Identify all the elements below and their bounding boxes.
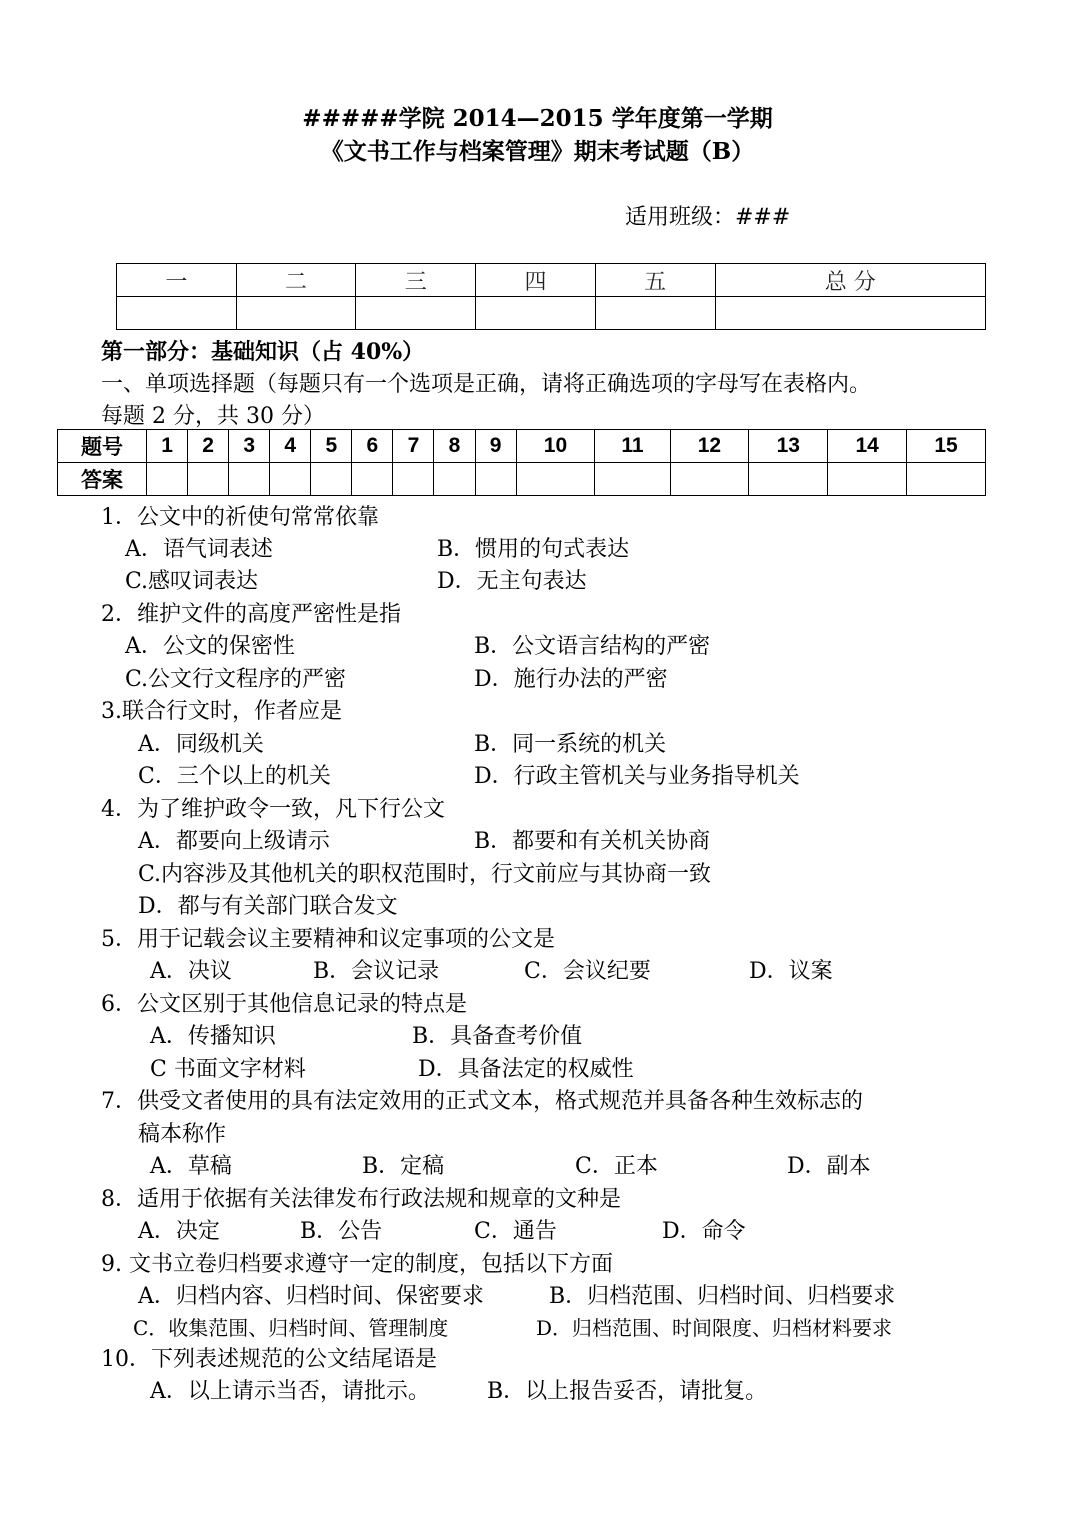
question-number: 4 <box>270 430 311 463</box>
score-header: 一 <box>117 264 237 297</box>
score-cell <box>715 297 985 330</box>
option-d: D．无主句表达 <box>437 569 587 594</box>
exam-title: #####学院 2014—2015 学年度第一学期 <box>302 105 773 132</box>
answer-cell <box>749 463 828 496</box>
question-stem: 10．下列表述规范的公文结尾语是 <box>101 1347 437 1372</box>
option-d: D．命令 <box>662 1219 746 1244</box>
option-a: A．公文的保密性 <box>125 634 295 659</box>
score-header: 四 <box>476 264 596 297</box>
option-c: C.公文行文程序的严密 <box>125 667 347 692</box>
question-number: 1 <box>147 430 188 463</box>
question-number: 12 <box>670 430 749 463</box>
option-b: B．惯用的句式表达 <box>437 537 630 562</box>
question-number: 2 <box>188 430 229 463</box>
answer-cell <box>147 463 188 496</box>
option-d: D．议案 <box>749 959 833 984</box>
answer-cell <box>311 463 352 496</box>
option-a: A．归档内容、归档时间、保密要求 <box>138 1284 484 1309</box>
option-b: B．公告 <box>300 1219 383 1244</box>
option-c: C．正本 <box>575 1154 658 1179</box>
question-number: 14 <box>828 430 907 463</box>
option-a: A．传播知识 <box>150 1024 276 1049</box>
question-stem: 6．公文区别于其他信息记录的特点是 <box>101 992 467 1017</box>
question-stem-cont: 稿本称作 <box>138 1122 227 1147</box>
answer-cell <box>188 463 229 496</box>
option-c: C．通告 <box>474 1219 557 1244</box>
question-stem: 3.联合行文时，作者应是 <box>101 699 342 724</box>
answer-row-label: 题号 <box>58 430 147 463</box>
question-number: 13 <box>749 430 828 463</box>
exam-subtitle: 《文书工作与档案管理》期末考试题（B） <box>320 138 755 165</box>
option-b: B．以上报告妥否，请批复。 <box>487 1379 768 1404</box>
part1-instruction: 一、单项选择题（每题只有一个选项是正确，请将正确选项的字母写在表格内。 <box>101 372 872 397</box>
question-number: 15 <box>907 430 986 463</box>
question-number: 6 <box>352 430 393 463</box>
question-stem: 2．维护文件的高度严密性是指 <box>101 602 401 627</box>
option-c: C．收集范围、归档时间、管理制度 <box>133 1316 449 1340</box>
question-number: 11 <box>595 430 670 463</box>
question-stem: 8．适用于依据有关法律发布行政法规和规章的文种是 <box>101 1187 621 1212</box>
score-header: 三 <box>356 264 476 297</box>
score-cell <box>476 297 596 330</box>
question-number: 10 <box>516 430 595 463</box>
question-stem: 1．公文中的祈使句常常依靠 <box>101 505 379 530</box>
score-cell <box>595 297 715 330</box>
option-b: B．归档范围、归档时间、归档要求 <box>549 1284 896 1309</box>
option-a: A．以上请示当否，请批示。 <box>150 1379 430 1404</box>
answer-cell <box>475 463 516 496</box>
option-b: B．同一系统的机关 <box>474 732 667 757</box>
option-a: A．决定 <box>138 1219 220 1244</box>
option-c: C.感叹词表达 <box>125 569 259 594</box>
score-table <box>116 263 986 330</box>
answer-cell <box>229 463 270 496</box>
option-c: C.内容涉及其他机关的职权范围时，行文前应与其协商一致 <box>138 862 712 887</box>
question-number: 9 <box>475 430 516 463</box>
answer-cell <box>270 463 311 496</box>
answer-cell <box>907 463 986 496</box>
question-number: 5 <box>311 430 352 463</box>
answer-cell <box>352 463 393 496</box>
answer-row-label: 答案 <box>58 463 147 496</box>
part1-heading: 第一部分：基础知识（占 40%） <box>101 339 425 365</box>
question-number: 3 <box>229 430 270 463</box>
answer-cell <box>434 463 475 496</box>
option-b: B．会议记录 <box>313 959 440 984</box>
option-a: A．草稿 <box>150 1154 232 1179</box>
option-c: C．三个以上的机关 <box>138 764 331 789</box>
option-a: A．都要向上级请示 <box>138 829 330 854</box>
part1-instruction-cont: 每题 2 分，共 30 分） <box>101 404 325 429</box>
question-stem: 7．供受文者使用的具有法定效用的正式文本，格式规范并具备各种生效标志的 <box>101 1089 863 1114</box>
option-d: D．具备法定的权威性 <box>418 1057 634 1082</box>
option-d: D．都与有关部门联合发文 <box>138 894 398 919</box>
option-c: C 书面文字材料 <box>150 1057 306 1082</box>
question-number: 8 <box>434 430 475 463</box>
option-d: D．行政主管机关与业务指导机关 <box>474 764 800 789</box>
applicable-class: 适用班级：### <box>625 205 791 230</box>
option-b: B．具备查考价值 <box>412 1024 583 1049</box>
score-cell <box>117 297 237 330</box>
question-stem: 4．为了维护政令一致，凡下行公文 <box>101 797 445 822</box>
option-c: C．会议纪要 <box>524 959 651 984</box>
option-d: D．归档范围、时间限度、归档材料要求 <box>536 1316 893 1340</box>
question-stem: 5．用于记载会议主要精神和议定事项的公文是 <box>101 927 555 952</box>
option-b: B．定稿 <box>362 1154 445 1179</box>
score-cell <box>356 297 476 330</box>
option-d: D．副本 <box>787 1154 871 1179</box>
score-cell <box>236 297 356 330</box>
question-stem: 9. 文书立卷归档要求遵守一定的制度，包括以下方面 <box>101 1252 613 1277</box>
option-b: B．公文语言结构的严密 <box>474 634 711 659</box>
score-header: 五 <box>595 264 715 297</box>
option-a: A．决议 <box>150 959 232 984</box>
question-number: 7 <box>393 430 434 463</box>
answer-cell <box>828 463 907 496</box>
option-d: D．施行办法的严密 <box>474 667 668 692</box>
option-a: A．同级机关 <box>138 732 264 757</box>
answer-table <box>57 429 986 496</box>
answer-cell <box>516 463 595 496</box>
option-a: A．语气词表述 <box>125 537 273 562</box>
answer-cell <box>595 463 670 496</box>
score-header: 总 分 <box>715 264 985 297</box>
answer-cell <box>670 463 749 496</box>
answer-cell <box>393 463 434 496</box>
score-header: 二 <box>236 264 356 297</box>
option-b: B．都要和有关机关协商 <box>474 829 711 854</box>
